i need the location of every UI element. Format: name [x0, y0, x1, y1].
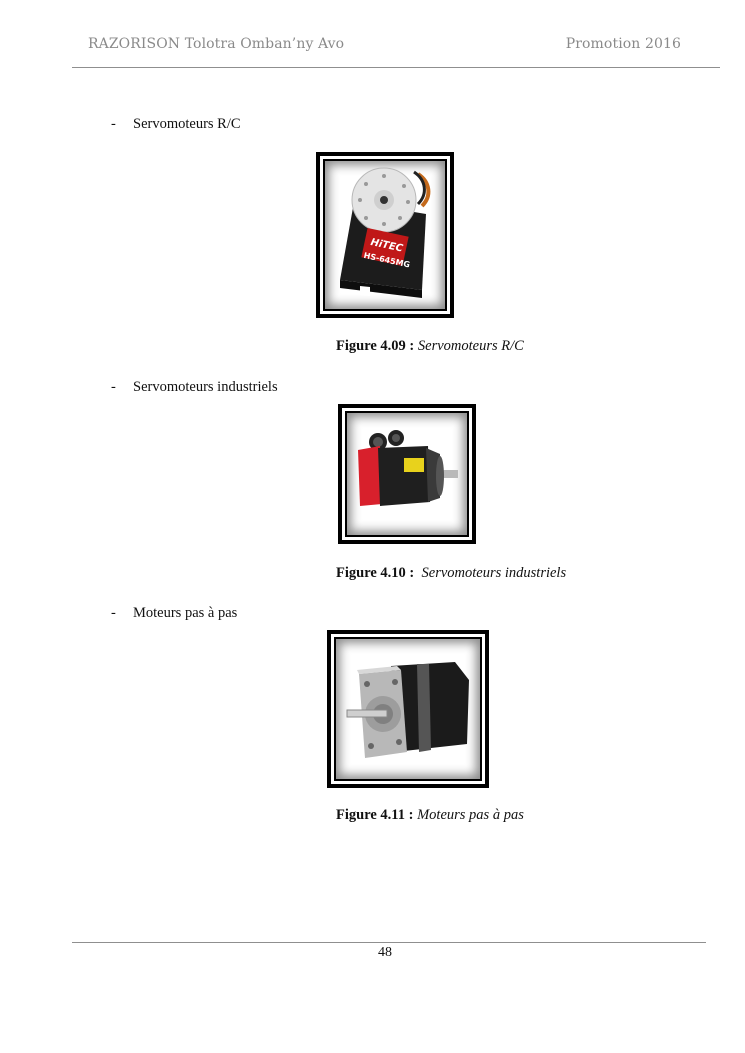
figure-moteur-pas-a-pas	[327, 630, 489, 788]
figure-caption: Servomoteurs R/C	[417, 338, 524, 354]
figure-caption: Servomoteurs industriels	[421, 565, 567, 581]
figure-servomoteur-rc	[316, 152, 454, 318]
page-header-author: RAZORISON Tolotra Omban’ny Avo	[88, 36, 345, 52]
caption-figure-4-11	[336, 807, 524, 824]
bullet-dash: -	[111, 605, 116, 621]
bullet-servomoteurs-rc	[111, 116, 241, 133]
caption-figure-4-10	[336, 565, 566, 582]
bullet-servomoteurs-industriels	[111, 379, 278, 396]
servo-industrial-image	[348, 414, 466, 534]
caption-figure-4-09	[336, 338, 524, 355]
bullet-label: Servomoteurs industriels	[133, 379, 278, 395]
page-number: 48	[378, 945, 392, 960]
figure-caption: Moteurs pas à pas	[417, 807, 524, 823]
figure-label: Figure 4.09 :	[336, 338, 415, 354]
stepper-motor-image	[337, 640, 479, 778]
servo-logo-model: HS-645MG	[362, 250, 411, 270]
figure-servomoteur-industriel	[338, 404, 476, 544]
bullet-dash: -	[111, 379, 116, 395]
bullet-label: Servomoteurs R/C	[133, 116, 241, 132]
figure-label: Figure 4.10 :	[336, 565, 415, 581]
bullet-label: Moteurs pas à pas	[133, 605, 238, 621]
servo-rc-image	[326, 162, 444, 308]
footer-rule	[72, 942, 706, 943]
page-header-promotion: Promotion 2016	[565, 36, 681, 52]
bullet-dash: -	[111, 116, 116, 132]
bullet-moteurs-pas-a-pas	[111, 605, 237, 622]
figure-label: Figure 4.11 :	[336, 807, 414, 823]
servo-logo-brand: HiTEC	[369, 237, 404, 255]
header-rule	[72, 67, 720, 68]
